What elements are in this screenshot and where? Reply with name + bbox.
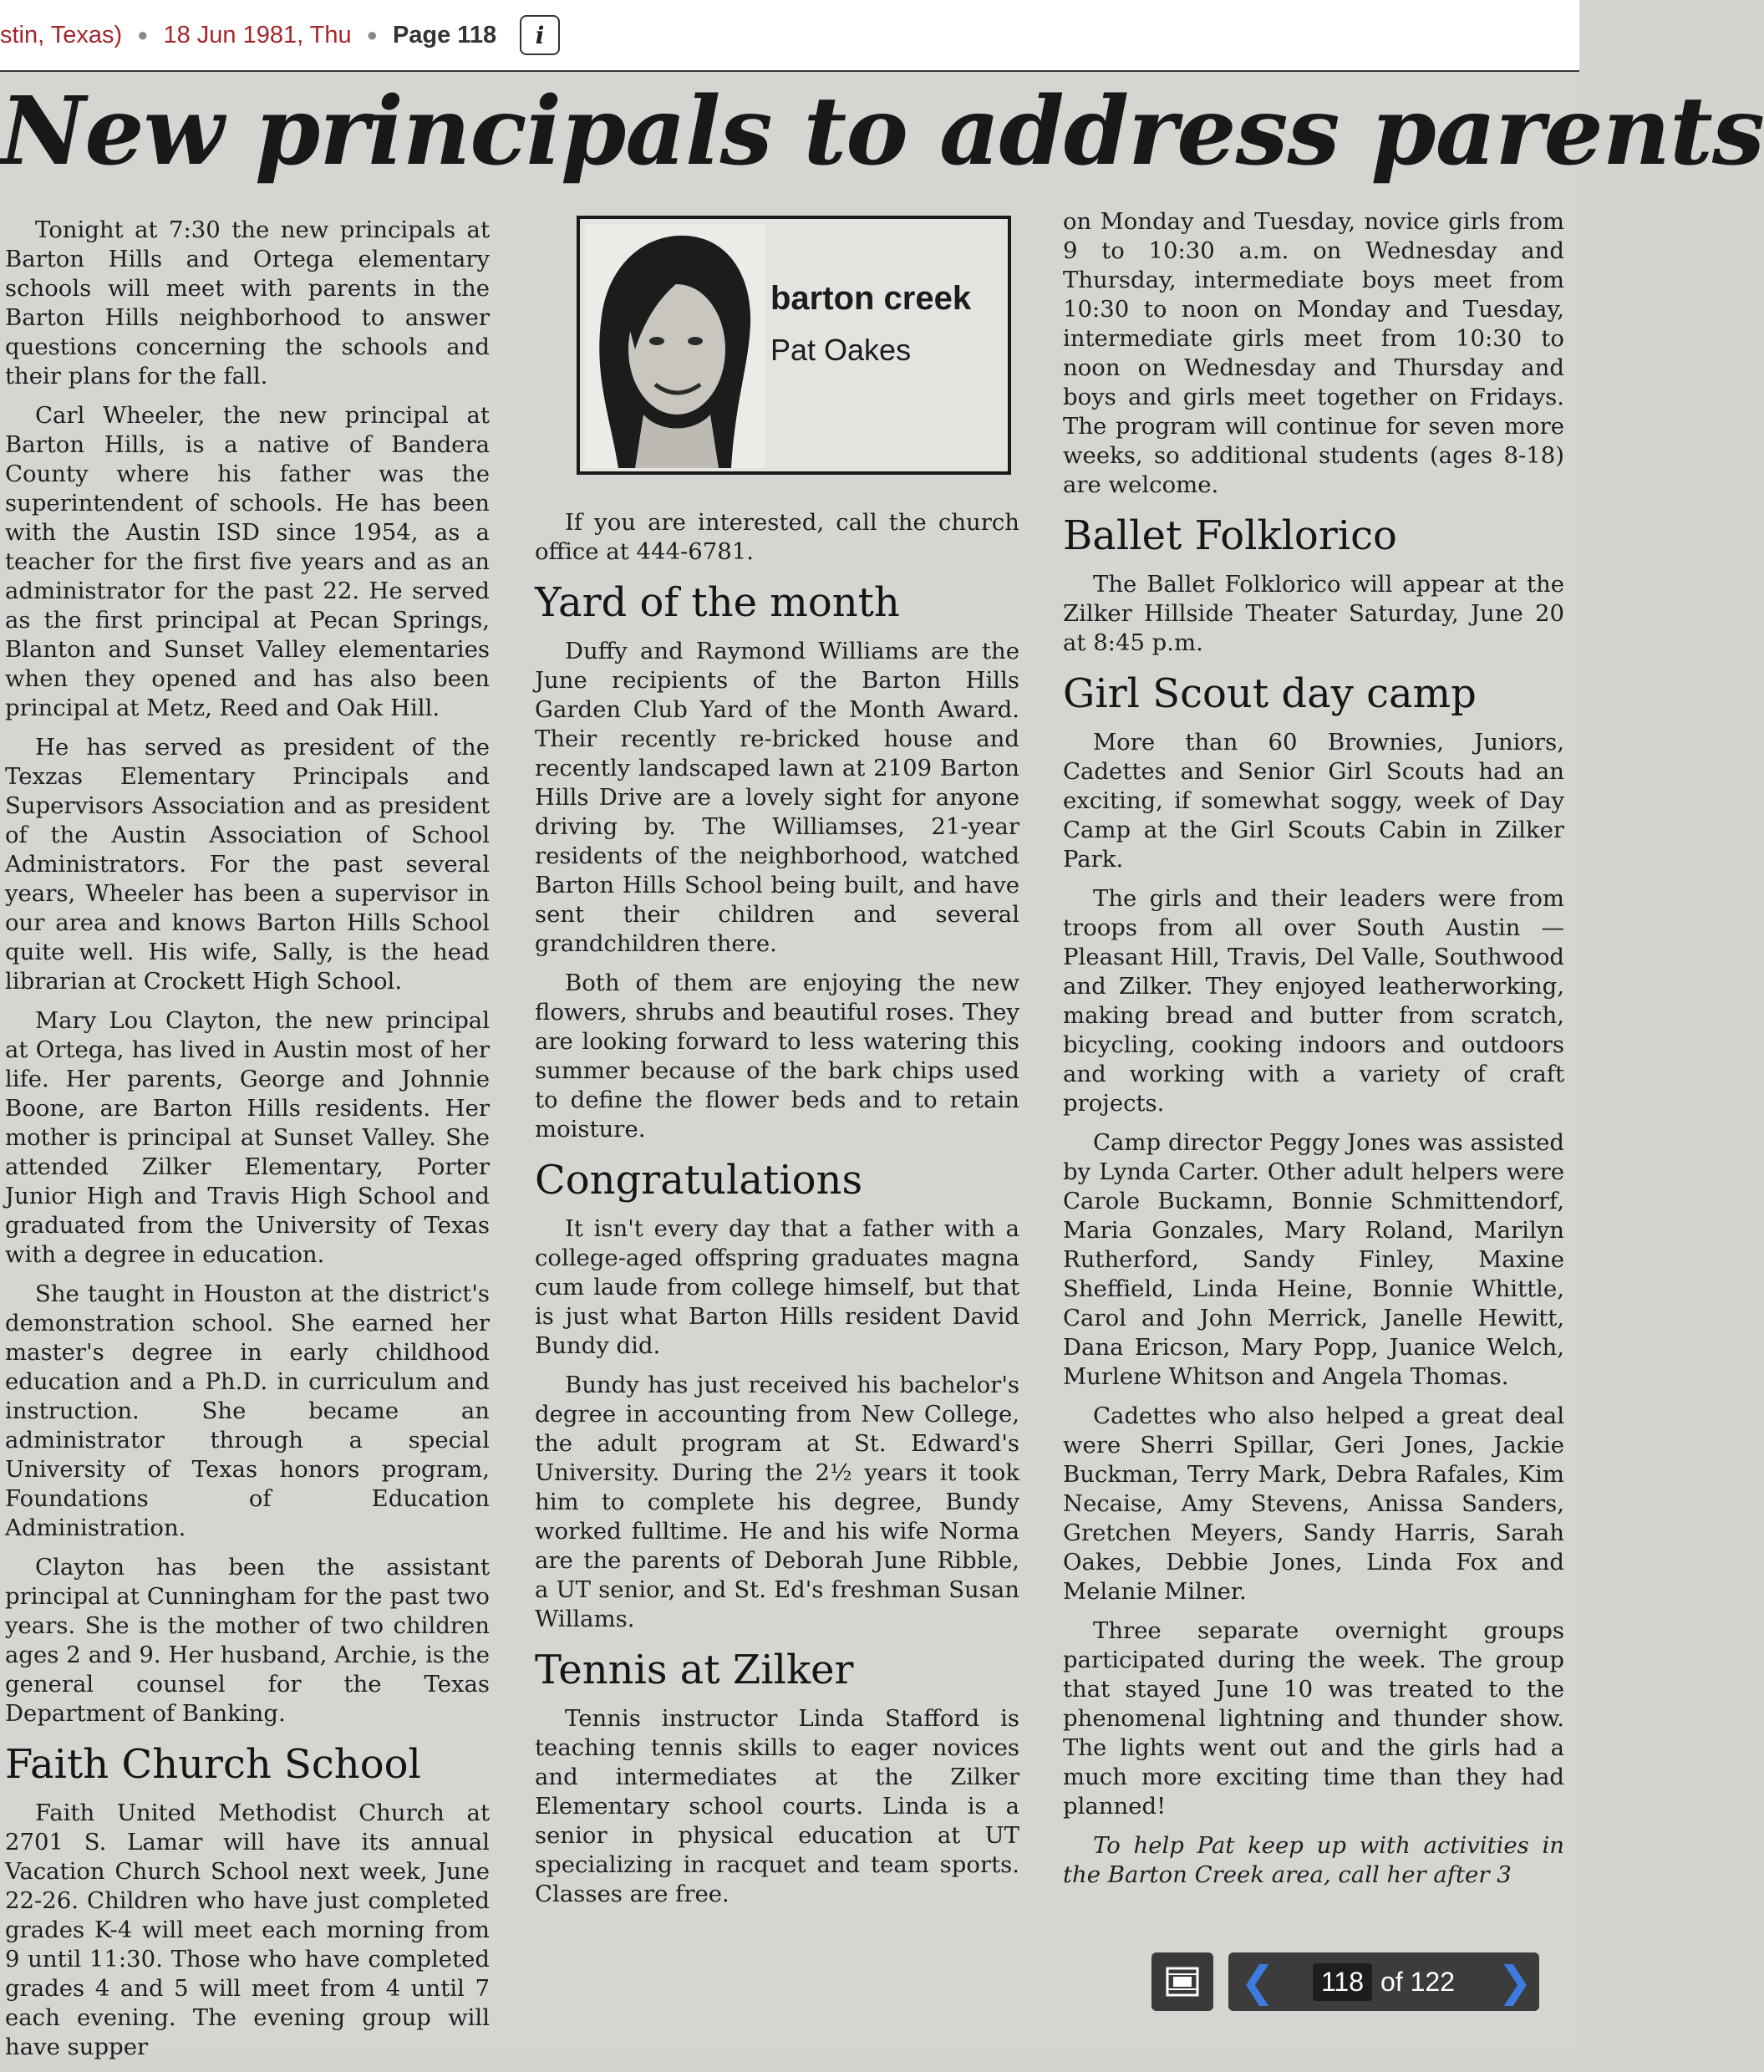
info-icon: i	[535, 21, 545, 49]
paragraph: Faith United Methodist Church at 2701 S. Lamar will have its annual Vacation Church School next week, June 22-26. Children who have just completed grades K-4 will meet each morning from 9 until 11:30. Those who have completed grades 4 and 5 will meet from 4 until 7 each evening. The evening group will have supper	[5, 1800, 490, 2060]
chevron-left-icon: ❮	[1240, 1958, 1275, 2005]
paragraph: She taught in Houston at the district's demonstration school. She earned her master's degree in early childhood education and a Ph.D. in curriculum and instruction. She became an administrator through a special University of Texas honors program, Foundations of Education Administration.	[5, 1280, 490, 1541]
paragraph: Cadettes who also helped a great deal were Sherri Spillar, Geri Jones, Jackie Buckman, Terry Mark, Debra Rafales, Kim Necaise, Amy Stevens, Anissa Sanders, Gretchen Meyers, Sandy Harris, Sarah Oakes, Debbie Jones, Linda Fox and Melanie Milner.	[1063, 1403, 1564, 1605]
thumbnails-button[interactable]	[1151, 1952, 1213, 2011]
section-heading: Faith Church School	[5, 1741, 421, 1788]
author-portrait	[585, 224, 765, 468]
paragraph: If you are interested, call the church office at 444-6781.	[535, 509, 1019, 565]
paragraph: The girls and their leaders were from troops from all over South Austin — Pleasant Hill, Travis, Del Valle, Southwood and Zilker. They enjoyed leatherworking, making bread and butter from scratch, bicycling, cooking indoors and outdoors and working with a variety of craft projects.	[1063, 885, 1564, 1117]
page-label: Page 118	[392, 21, 497, 48]
page-headline: New principals to address parents	[0, 77, 1764, 186]
paragraph: Duffy and Raymond Williams are the June recipients of the Barton Hills Garden Club Yard of the Month Award. Their recently re-bricked house and recently landscaped lawn at 2109 Barton Hills Drive are a lovely sight for anyone driving by. The Williamses, 21-year residents of the neighborhood, watched Barton Hills School being built, and have sent their children and several grandchildren there.	[535, 638, 1019, 957]
paragraph: Three separate overnight groups participated during the week. The group that stayed June 10 was treated to the phenomenal lightning and thunder show. The lights went out and the girls had a much more exciting time than they had planned!	[1063, 1617, 1564, 1820]
section-heading: Yard of the month	[535, 579, 900, 626]
column-name: barton creek	[770, 280, 972, 317]
paragraph: To help Pat keep up with activities in the Barton Creek area, call her after 3	[1063, 1832, 1564, 1888]
newspaper-page[interactable]	[0, 72, 1764, 2060]
prev-page-button[interactable]	[1240, 1952, 1275, 2011]
page-total: of 122	[1380, 1966, 1455, 1997]
separator-dot-icon: ●	[366, 24, 378, 45]
paragraph: He has served as president of the Texzas Elementary Principals and Supervisors Association and as president of the Austin Association of School Administrators. For the past several years, Wheeler has been a supervisor in our area and knows Barton Hills School quite well. His wife, Sally, is the head librarian at Crockett High School.	[5, 734, 490, 995]
paragraph: Clayton has been the assistant principal at Cunningham for the past two years. She is the mother of two children ages 2 and 9. Her husband, Archie, is the general counsel for the Texas Department of Banking.	[5, 1554, 490, 1727]
publication-place[interactable]: stin, Texas)	[0, 21, 123, 48]
issue-date[interactable]: 18 Jun 1981, Thu	[163, 21, 352, 48]
separator-dot-icon: ●	[137, 24, 149, 45]
article-column-1	[5, 216, 490, 2072]
section-heading: Tennis at Zilker	[535, 1647, 854, 1693]
section-heading: Congratulations	[535, 1157, 863, 1204]
chevron-right-icon: ❯	[1497, 1958, 1533, 2005]
info-button[interactable]	[520, 15, 560, 55]
filmstrip-icon	[1166, 1967, 1199, 1997]
current-page-number[interactable]: 118	[1313, 1963, 1372, 2001]
article-column-3	[1063, 207, 1564, 1900]
paragraph: Camp director Peggy Jones was assisted by Lynda Carter. Other adult helpers were Carole Buckamn, Bonnie Schmittendorf, Maria Gonzales, Mary Roland, Marilyn Rutherford, Sandy Finley, Maxine Sheffield, Linda Heine, Bonnie Whittle, Carol and John Merrick, Janelle Hewitt, Dana Ericson, Mary Popp, Juanice Welch, Murlene Whitson and Angela Thomas.	[1063, 1129, 1564, 1390]
viewer-top-bar	[0, 0, 1579, 72]
article-column-2	[535, 216, 1019, 1919]
page-indicator	[1313, 1963, 1455, 2001]
paragraph: Mary Lou Clayton, the new principal at Ortega, has lived in Austin most of her life. Her parents, George and Johnnie Boone, are Barton Hills residents. Her mother is principal at Sunset Valley. She attended Zilker Elementary, Porter Junior High and Travis High School and graduated from the University of Texas with a degree in education.	[5, 1007, 490, 1268]
paragraph: Tonight at 7:30 the new principals at Barton Hills and Ortega elementary schools will meet with parents in the Barton Hills neighborhood to answer questions concerning the schools and their plans for the fall.	[5, 216, 490, 389]
paragraph: It isn't every day that a father with a college-aged offspring graduates magna cum laude from college himself, but that is just what Barton Hills resident David Bundy did.	[535, 1215, 1019, 1359]
paragraph: The Ballet Folklorico will appear at the Zilker Hillside Theater Saturday, June 20 at 8:45 p.m.	[1063, 571, 1564, 656]
byline-box	[577, 216, 1011, 475]
page-navigator	[1228, 1952, 1539, 2011]
paragraph: Both of them are enjoying the new flowers, shrubs and beautiful roses. They are looking forward to less watering this summer because of the bark chips used to define the flower beds and to retain moisture.	[535, 970, 1019, 1143]
paragraph: on Monday and Tuesday, novice girls from 9 to 10:30 a.m. on Wednesday and Thursday, intermediate boys meet from 10:30 to noon on Monday and Tuesday, intermediate girls meet from 10:30 to noon on Wednesday and Thursday and boys and girls meet together on Fridays. The program will continue for seven more weeks, so additional students (ages 8-18) are welcome.	[1063, 208, 1564, 498]
section-heading: Girl Scout day camp	[1063, 670, 1477, 717]
paragraph: Carl Wheeler, the new principal at Barton Hills, is a native of Bandera County where his father was the superintendent of schools. He has been with the Austin ISD since 1954, as a teacher for the first five years and as an administrator for the past 22. He served as the first principal at Pecan Springs, Blanton and Sunset Valley elementaries when they opened and has also been principal at Metz, Reed and Oak Hill.	[5, 402, 490, 721]
section-heading: Ballet Folklorico	[1063, 512, 1397, 559]
author-name: Pat Oakes	[770, 333, 912, 367]
next-page-button[interactable]	[1497, 1952, 1533, 2011]
byline-text	[770, 280, 972, 367]
paragraph: Bundy has just received his bachelor's degree in accounting from New College, the adult program at St. Edward's University. During the 2½ years it took him to complete his degree, Bundy worked fulltime. He and his wife Norma are the parents of Deborah June Ribble, a UT senior, and St. Ed's freshman Susan Willams.	[535, 1372, 1019, 1632]
paragraph: More than 60 Brownies, Juniors, Cadettes and Senior Girl Scouts had an exciting, if somewhat soggy, week of Day Camp at the Girl Scouts Cabin in Zilker Park.	[1063, 729, 1564, 873]
paragraph: Tennis instructor Linda Stafford is teaching tennis skills to eager novices and intermediates at the Zilker Elementary school courts. Linda is a senior in physical education at UT specializing in racquet and team sports. Classes are free.	[535, 1705, 1019, 1907]
